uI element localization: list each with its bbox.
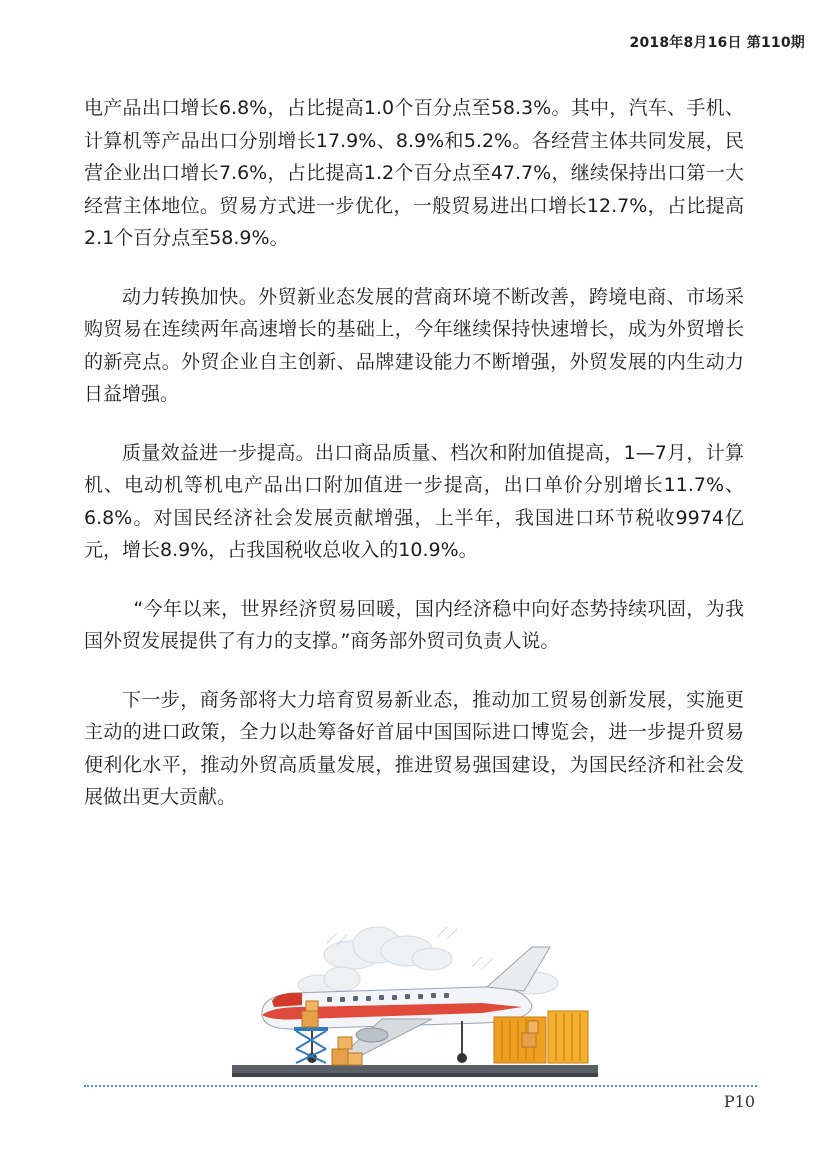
paragraph-2: 动力转换加快。外贸新业态发展的营商环境不断改善，跨境电商、市场采购贸易在连续两年高速增长的基础上，今年继续保持快速增长，成为外贸增长的新亮点。外贸企业自主创新、品牌建设能力不断增强，外贸发展的内生动力日益增强。 (84, 285, 744, 405)
paragraph-4: “今年以来，世界经济贸易回暖，国内经济稳中向好态势持续巩固，为我国外贸发展提供了有力的支撑。”商务部外贸司负责人说。 (84, 597, 744, 652)
page-number: P10 (723, 1092, 755, 1111)
header-date: 2018年8月16日 第110期 (629, 35, 805, 51)
paragraph-5: 下一步，商务部将大力培育贸易新业态，推动加工贸易创新发展，实施更主动的进口政策，全力以赴筹备好首届中国国际进口博览会，进一步提升贸易便利化水平，推动外贸高质量发展，推进贸易强国建设，为国民经济和社会发展做出更大贡献。 (84, 688, 744, 808)
article-body (84, 92, 744, 840)
paragraph-3: 质量效益进一步提高。出口商品质量、档次和附加值提高，1—7月，计算机、电动机等机电产品出口附加值进一步提高，出口单价分别增长11.7%、6.8%。对国民经济社会发展贡献增强，上半年，我国进口环节税收9974亿元，增长8.9%，占我国税收总收入的10.9%。 (84, 441, 744, 561)
airplane-cargo-illustration (232, 915, 598, 1077)
footer-divider (84, 1085, 757, 1087)
paragraph-1: 电产品出口增长6.8%，占比提高1.0个百分点至58.3%。其中，汽车、手机、计算机等产品出口分别增长17.9%、8.9%和5.2%。各经营主体共同发展，民营企业出口增长7.6%，占比提高1.2个百分点至47.7%，继续保持出口第一大经营主体地位。贸易方式进一步优化，一般贸易进出口增长12.7%，占比提高2.1个百分点至58.9%。 (84, 97, 744, 249)
ground-platform (232, 1065, 598, 1073)
cargo-container-icon (494, 1011, 588, 1063)
